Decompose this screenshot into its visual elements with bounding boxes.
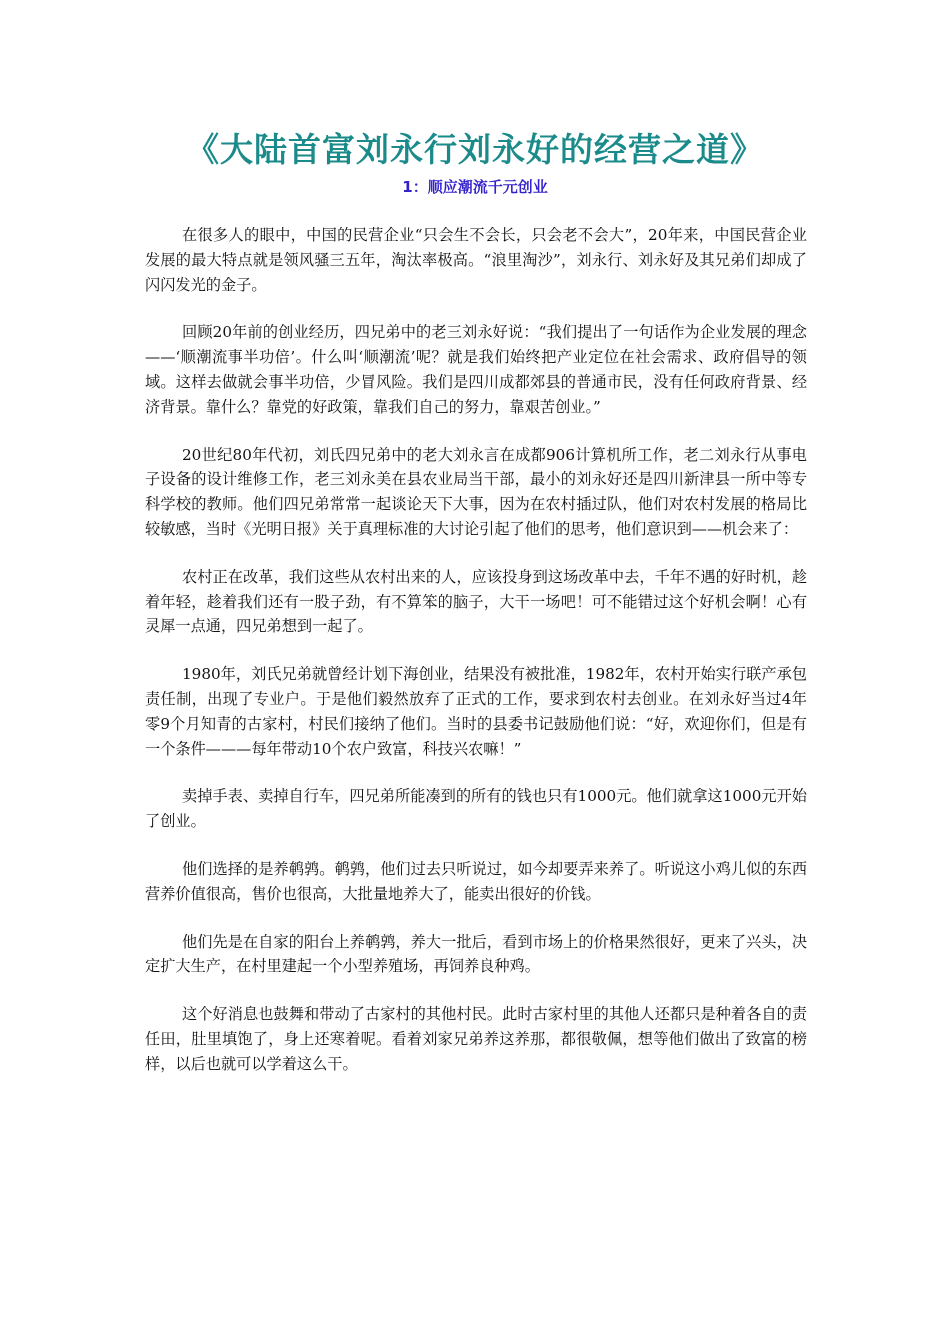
paragraph: 他们先是在自家的阳台上养鹌鹑，养大一批后，看到市场上的价格果然很好，更来了兴头，决定扩大生产，在村里建起一个小型养殖场，再饲养良种鸡。	[145, 932, 807, 976]
paragraph: 在很多人的眼中，中国的民营企业“只会生不会长，只会老不会大”，20年来，中国民营企业发展的最大特点就是领风骚三五年，淘汰率极高。“浪里淘沙”，刘永行、刘永好及其兄弟们却成了闪闪发光的金子。	[145, 226, 807, 294]
paragraph: 这个好消息也鼓舞和带动了古家村的其他村民。此时古家村里的其他人还都只是种着各自的责任田，肚里填饱了，身上还寒着呢。看着刘家兄弟养这养那，都很敬佩，想等他们做出了致富的榜样，以后也就可以学着这么干。	[145, 1005, 807, 1073]
document-body	[145, 223, 807, 1100]
paragraph: 1980年，刘氏兄弟就曾经计划下海创业，结果没有被批准，1982年，农村开始实行联产承包责任制，出现了专业户。于是他们毅然放弃了正式的工作，要求到农村去创业。在刘永好当过4年零9个月知青的古家村，村民们接纳了他们。当时的县委书记鼓励他们说：“好，欢迎你们，但是有一个条件———每年带动10个农户致富，科技兴农嘛！”	[145, 665, 807, 758]
paragraph: 回顾20年前的创业经历，四兄弟中的老三刘永好说：“我们提出了一句话作为企业发展的理念——‘顺潮流事半功倍’。什么叫‘顺潮流’呢？就是我们始终把产业定位在社会需求、政府倡导的领域。这样去做就会事半功倍，少冒风险。我们是四川成都郊县的普通市民，没有任何政府背景、经济背景。靠什么？靠党的好政策，靠我们自己的努力，靠艰苦创业。”	[145, 323, 807, 416]
paragraph: 20世纪80年代初，刘氏四兄弟中的老大刘永言在成都906计算机所工作，老二刘永行从事电子设备的设计维修工作，老三刘永美在县农业局当干部，最小的刘永好还是四川新津县一所中等专科学校的教师。他们四兄弟常常一起谈论天下大事，因为在农村插过队，他们对农村发展的格局比较敏感，当时《光明日报》关于真理标准的大讨论引起了他们的思考，他们意识到——机会来了：	[145, 445, 807, 538]
document-subtitle: 1：顺应潮流千元创业	[402, 178, 548, 196]
paragraph: 农村正在改革，我们这些从农村出来的人，应该投身到这场改革中去，千年不遇的好时机，趁着年轻，趁着我们还有一股子劲，有不算笨的脑子，大干一场吧！可不能错过这个好机会啊！心有灵犀一点通，四兄弟想到一起了。	[145, 567, 807, 636]
paragraph: 他们选择的是养鹌鹑。鹌鹑，他们过去只听说过，如今却要弄来养了。听说这小鸡儿似的东西营养价值很高，售价也很高，大批量地养大了，能卖出很好的价钱。	[145, 859, 807, 903]
document-title: 《大陆首富刘永行刘永好的经营之道》	[186, 130, 764, 169]
paragraph: 卖掉手表、卖掉自行车，四兄弟所能凑到的所有的钱也只有1000元。他们就拿这1000元开始了创业。	[145, 787, 807, 831]
